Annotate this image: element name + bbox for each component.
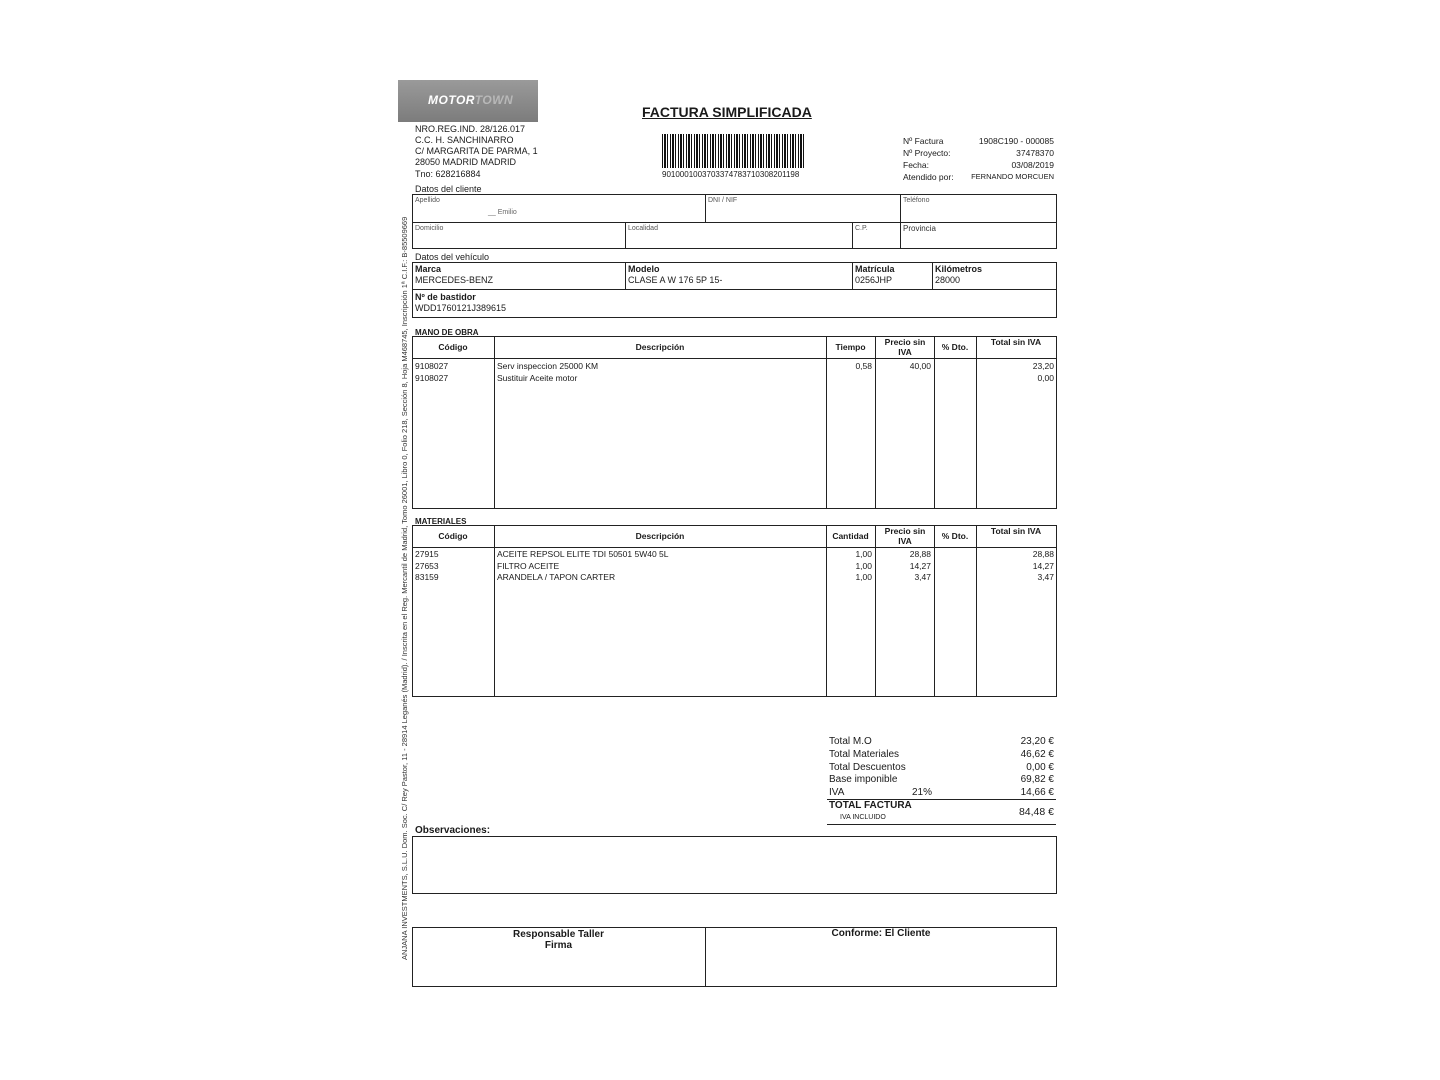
labor-row-1-time: 0,58 bbox=[855, 361, 872, 371]
attended-by: FERNANDO MORCUEN bbox=[971, 172, 1054, 181]
company-street: C/ MARGARITA DE PARMA, 1 bbox=[415, 146, 538, 156]
materials-row-3-desc: ARANDELA / TAPON CARTER bbox=[497, 572, 616, 582]
vehicle-km: 28000 bbox=[935, 275, 961, 285]
labor-header-line bbox=[412, 358, 1057, 359]
vehicle-make: MERCEDES-BENZ bbox=[415, 275, 494, 285]
client-surname-label: Apellido bbox=[415, 197, 440, 204]
vehicle-model-label: Modelo bbox=[628, 264, 660, 274]
materials-header-line bbox=[412, 547, 1057, 548]
labor-row-2-desc: Sustituir Aceite motor bbox=[497, 373, 578, 383]
vehicle-km-label: Kilómetros bbox=[935, 264, 983, 274]
client-name: __ Emilio bbox=[488, 209, 517, 216]
company-reg: NRO.REG.IND. 28/126.017 bbox=[415, 124, 526, 134]
total-invoice: 84,48 € bbox=[1018, 806, 1054, 818]
client-dni-label: DNI / NIF bbox=[708, 197, 738, 204]
iva-amount: 14,66 € bbox=[1020, 787, 1054, 798]
client-address-label: Domicilio bbox=[415, 225, 444, 232]
materials-row-1-total: 28,88 bbox=[1032, 549, 1054, 559]
attended-by-label: Atendido por: bbox=[903, 172, 954, 182]
labor-row-1-total: 23,20 bbox=[1032, 361, 1054, 371]
client-divider-1 bbox=[705, 194, 706, 223]
legal-side-text: ANJANA INVESTMENTS, S.L.U. Dom. Soc. C/ Rey Pastor, 11 - 28914 Leganés (Madrid). / Inscrita en el Reg. Mercantil de Madrid, Tomo 26001, Libro 0, Folio 218, Sección 8, Hoja M468745, Inscripción 1ª C.I.F.: B-85509669 bbox=[400, 216, 409, 960]
materials-row-2-price: 14,27 bbox=[909, 561, 931, 571]
labor-row-2-total: 0,00 bbox=[1037, 373, 1054, 383]
labor-section-label: MANO DE OBRA bbox=[415, 328, 479, 337]
tax-base: 69,82 € bbox=[1020, 774, 1054, 785]
materials-row-2-total: 14,27 bbox=[1032, 561, 1054, 571]
total-discounts: 0,00 € bbox=[1026, 762, 1054, 773]
company-city: 28050 MADRID MADRID bbox=[415, 157, 517, 167]
labor-row-1-desc: Serv inspeccion 25000 KM bbox=[497, 361, 599, 371]
client-divider-2 bbox=[900, 194, 901, 223]
client-city-label: Localidad bbox=[628, 225, 658, 232]
project-number-label: Nº Proyecto: bbox=[903, 148, 951, 158]
total-materials-label: Total Materiales bbox=[829, 749, 900, 760]
iva-label: IVA bbox=[829, 787, 845, 798]
client-box-row2 bbox=[412, 222, 1057, 249]
company-logo-text: MOTORTOWN bbox=[428, 93, 514, 107]
vehicle-plate: 0256JHP bbox=[855, 275, 893, 285]
vehicle-vin: WDD1760121J389615 bbox=[415, 303, 507, 313]
labor-row-1-code: 9108027 bbox=[415, 361, 449, 371]
invoice-date: 03/08/2019 bbox=[1011, 160, 1054, 170]
materials-header-price: Precio sin IVA bbox=[884, 526, 926, 546]
materials-row-3-code: 83159 bbox=[415, 572, 439, 582]
materials-row-3-price: 3,47 bbox=[914, 572, 931, 582]
materials-header-total: Total sin IVA bbox=[990, 526, 1042, 536]
totals-bottom-line bbox=[827, 824, 1056, 825]
labor-header-code: Código bbox=[438, 342, 468, 352]
client-zip-label: C.P. bbox=[855, 225, 868, 232]
client-phone-label: Teléfono bbox=[903, 197, 930, 204]
client-divider-5 bbox=[900, 222, 901, 249]
vehicle-divider-1 bbox=[625, 262, 626, 290]
tax-base-label: Base imponible bbox=[829, 774, 898, 785]
total-discounts-label: Total Descuentos bbox=[829, 762, 906, 773]
barcode bbox=[662, 134, 804, 168]
materials-col-1 bbox=[494, 525, 495, 697]
materials-header-code: Código bbox=[438, 531, 468, 541]
observations-box bbox=[412, 836, 1057, 894]
document-title: FACTURA SIMPLIFICADA bbox=[642, 104, 812, 120]
materials-col-4 bbox=[934, 525, 935, 697]
observations-label: Observaciones: bbox=[415, 825, 491, 836]
materials-header-dto: % Dto. bbox=[941, 531, 969, 541]
vehicle-make-label: Marca bbox=[415, 264, 442, 274]
project-number: 37478370 bbox=[1016, 148, 1054, 158]
total-mo: 23,20 € bbox=[1020, 736, 1054, 747]
signature-workshop-title: Responsable Taller bbox=[513, 929, 604, 940]
labor-row-1-price: 40,00 bbox=[909, 361, 931, 371]
total-invoice-label: TOTAL FACTURA bbox=[829, 800, 912, 811]
labor-header-dto: % Dto. bbox=[941, 342, 969, 352]
materials-header-qty: Cantidad bbox=[832, 531, 869, 541]
labor-row-2-code: 9108027 bbox=[415, 373, 449, 383]
total-mo-label: Total M.O bbox=[829, 736, 872, 747]
company-center: C.C. H. SANCHINARRO bbox=[415, 135, 514, 145]
company-phone: Tno: 628216884 bbox=[415, 169, 481, 179]
materials-row-1-code: 27915 bbox=[415, 549, 439, 559]
labor-header-desc: Descripción bbox=[635, 342, 685, 352]
vehicle-section-label: Datos del vehículo bbox=[415, 252, 490, 262]
materials-row-1-price: 28,88 bbox=[909, 549, 931, 559]
barcode-number: 9010001003703374783710308201198 bbox=[662, 170, 800, 179]
invoice-date-label: Fecha: bbox=[903, 160, 929, 170]
total-invoice-sub: IVA INCLUIDO bbox=[840, 814, 886, 821]
vehicle-divider-3 bbox=[932, 262, 933, 290]
client-divider-4 bbox=[852, 222, 853, 249]
materials-row-1-desc: ACEITE REPSOL ELITE TDI 50501 5W40 5L bbox=[497, 549, 669, 559]
materials-row-1-qty: 1,00 bbox=[855, 549, 872, 559]
materials-row-2-desc: FILTRO ACEITE bbox=[497, 561, 560, 571]
vehicle-divider-2 bbox=[852, 262, 853, 290]
labor-col-4 bbox=[934, 336, 935, 509]
vehicle-model: CLASE A W 176 5P 15- bbox=[628, 275, 723, 285]
total-materials: 46,62 € bbox=[1020, 749, 1054, 760]
iva-rate: 21% bbox=[912, 787, 933, 798]
labor-header-price: Precio sin IVA bbox=[884, 337, 926, 357]
labor-header-time: Tiempo bbox=[835, 342, 866, 352]
materials-row-2-qty: 1,00 bbox=[855, 561, 872, 571]
invoice-number: 1908C190 - 000085 bbox=[978, 136, 1054, 146]
labor-header-total: Total sin IVA bbox=[990, 337, 1042, 347]
signature-client-title: Conforme: El Cliente bbox=[831, 928, 931, 939]
client-section-label: Datos del cliente bbox=[415, 184, 482, 194]
invoice-number-label: Nº Factura bbox=[903, 136, 944, 146]
materials-section-label: MATERIALES bbox=[415, 517, 467, 526]
materials-row-3-qty: 1,00 bbox=[855, 572, 872, 582]
materials-header-desc: Descripción bbox=[635, 531, 685, 541]
client-divider-3 bbox=[625, 222, 626, 249]
labor-col-1 bbox=[494, 336, 495, 509]
vehicle-vin-box bbox=[412, 289, 1057, 318]
vehicle-vin-label: Nº de bastidor bbox=[415, 292, 476, 302]
materials-row-2-code: 27653 bbox=[415, 561, 439, 571]
client-province-label: Provincia bbox=[903, 224, 936, 233]
vehicle-plate-label: Matrícula bbox=[855, 264, 895, 274]
materials-row-3-total: 3,47 bbox=[1037, 572, 1054, 582]
signature-workshop-sub: Firma bbox=[544, 940, 573, 951]
